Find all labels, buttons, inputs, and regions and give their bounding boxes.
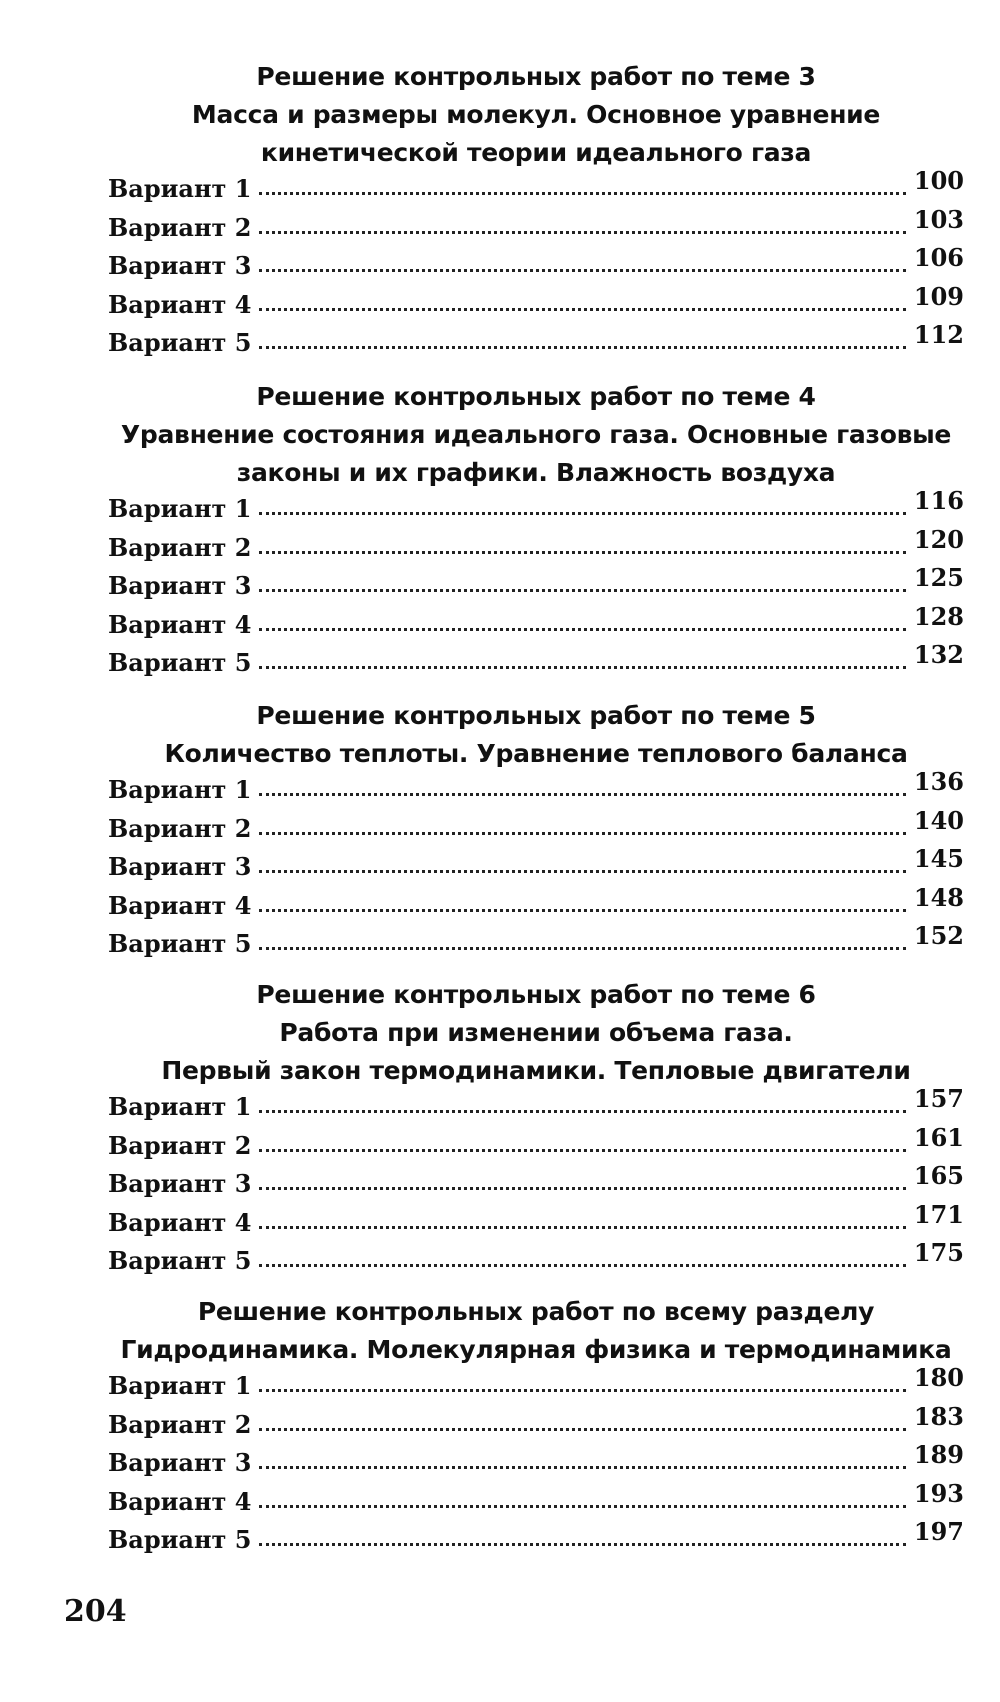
toc-entry-page: 140 (913, 805, 964, 835)
toc-entry[interactable] (108, 882, 964, 930)
toc-entry-label: Вариант 3 (108, 571, 252, 600)
dot-leader (259, 231, 905, 234)
toc-entry-page: 136 (913, 767, 964, 796)
toc-entry-label: Вариант 4 (108, 1486, 252, 1516)
toc-entry[interactable] (108, 1199, 964, 1247)
toc-entry-label: Вариант 1 (108, 1092, 252, 1121)
toc-entry-label: Вариант 4 (108, 289, 252, 319)
toc-entry-label: Вариант 2 (108, 1130, 252, 1160)
toc-entry-label: Вариант 1 (108, 174, 252, 203)
toc-entry-list (108, 166, 964, 367)
dot-leader (259, 1466, 905, 1469)
dot-leader (259, 870, 905, 873)
toc-entry-page: 128 (913, 601, 964, 631)
section-subtitle: законы и их графики. Влажность воздуха (236, 458, 836, 487)
page-number: 204 (64, 1594, 127, 1629)
toc-entry-page: 180 (913, 1363, 964, 1392)
toc-entry-page: 106 (913, 243, 964, 272)
toc-entry[interactable] (108, 563, 964, 610)
toc-entry-page: 125 (913, 563, 964, 592)
dot-leader (259, 832, 905, 835)
toc-entry[interactable] (108, 805, 964, 853)
dot-leader (259, 1110, 905, 1113)
toc-entry-label: Вариант 5 (108, 929, 252, 958)
section-title: Решение контрольных работ по всему разделу (197, 1297, 875, 1326)
toc-entry[interactable] (108, 243, 964, 290)
toc-section-theme-3 (108, 58, 964, 367)
toc-entry-label: Вариант 3 (108, 251, 252, 280)
toc-entry[interactable] (108, 281, 964, 329)
toc-entry[interactable] (108, 166, 964, 213)
dot-leader (259, 1389, 905, 1392)
toc-entry-page: 109 (913, 281, 964, 311)
toc-entry-label: Вариант 4 (108, 609, 252, 639)
dot-leader (259, 1149, 905, 1152)
toc-section-whole-chapter (108, 1293, 964, 1564)
dot-leader (259, 1264, 905, 1267)
toc-entry-page: 193 (913, 1478, 964, 1508)
toc-section-theme-5 (108, 697, 964, 968)
toc-entry-page: 100 (913, 166, 964, 195)
toc-entry-label: Вариант 2 (108, 532, 252, 562)
toc-entry[interactable] (108, 204, 964, 252)
toc-entry-list (108, 1363, 964, 1564)
toc-entry-page: 120 (913, 524, 964, 554)
dot-leader (259, 269, 905, 272)
section-subtitle: Количество теплоты. Уравнение теплового баланса (164, 739, 908, 768)
toc-entry[interactable] (108, 1440, 964, 1487)
toc-entry[interactable] (108, 921, 964, 968)
section-subtitle: Масса и размеры молекул. Основное уравнение (191, 100, 881, 129)
toc-entry-page: 103 (913, 204, 964, 234)
toc-entry[interactable] (108, 601, 964, 649)
toc-entry-page: 152 (913, 921, 964, 950)
toc-entry-page: 145 (913, 844, 964, 873)
dot-leader (259, 1226, 905, 1229)
dot-leader (259, 346, 905, 349)
toc-entry-list (108, 767, 964, 968)
toc-entry[interactable] (108, 767, 964, 814)
dot-leader (259, 666, 905, 669)
toc-entry-label: Вариант 5 (108, 1246, 252, 1275)
dot-leader (259, 192, 905, 195)
toc-entry[interactable] (108, 1238, 964, 1285)
toc-entry-page: 132 (913, 640, 964, 669)
toc-entry[interactable] (108, 524, 964, 572)
dot-leader (259, 1428, 905, 1431)
dot-leader (259, 947, 905, 950)
toc-entry-label: Вариант 5 (108, 648, 252, 677)
toc-entry-label: Вариант 1 (108, 494, 252, 523)
toc-entry[interactable] (108, 1401, 964, 1449)
dot-leader (259, 909, 905, 912)
section-subtitle: Первый закон термодинамики. Тепловые двигатели (161, 1056, 911, 1085)
toc-entry-label: Вариант 3 (108, 1448, 252, 1477)
toc-entry[interactable] (108, 640, 964, 687)
toc-entry-label: Вариант 2 (108, 813, 252, 843)
dot-leader (259, 1505, 905, 1508)
section-title: Решение контрольных работ по теме 4 (256, 382, 816, 411)
toc-entry-page: 112 (913, 320, 964, 349)
toc-entry[interactable] (108, 1122, 964, 1170)
toc-entry-label: Вариант 3 (108, 1169, 252, 1198)
section-title: Решение контрольных работ по теме 5 (256, 701, 816, 730)
toc-entry-page: 175 (913, 1238, 964, 1267)
dot-leader (259, 1187, 905, 1190)
toc-entry-label: Вариант 5 (108, 1525, 252, 1554)
toc-section-theme-4 (108, 378, 964, 687)
toc-entry[interactable] (108, 486, 964, 533)
dot-leader (259, 793, 905, 796)
section-subtitle: кинетической теории идеального газа (260, 138, 812, 167)
toc-entry[interactable] (108, 1363, 964, 1410)
section-subtitle: Гидродинамика. Молекулярная физика и термодинамика (120, 1335, 952, 1364)
toc-entry-page: 165 (913, 1161, 964, 1190)
toc-section-theme-6 (108, 976, 964, 1285)
section-title: Решение контрольных работ по теме 3 (256, 62, 816, 91)
toc-entry-label: Вариант 5 (108, 328, 252, 357)
toc-entry[interactable] (108, 1084, 964, 1131)
toc-entry-page: 183 (913, 1401, 964, 1431)
toc-entry[interactable] (108, 320, 964, 367)
toc-entry-page: 157 (913, 1084, 964, 1113)
section-subtitle: Работа при изменении объема газа. (279, 1018, 793, 1047)
toc-entry-page: 148 (913, 882, 964, 912)
toc-entry-list (108, 1084, 964, 1285)
dot-leader (259, 308, 905, 311)
toc-entry-page: 161 (913, 1122, 964, 1152)
dot-leader (259, 1543, 905, 1546)
toc-entry[interactable] (108, 844, 964, 891)
toc-entry-label: Вариант 2 (108, 1409, 252, 1439)
dot-leader (259, 589, 905, 592)
toc-entry-page: 171 (913, 1199, 964, 1229)
toc-entry-label: Вариант 1 (108, 1371, 252, 1400)
dot-leader (259, 512, 905, 515)
toc-entry[interactable] (108, 1478, 964, 1526)
toc-entry-label: Вариант 4 (108, 890, 252, 920)
toc-entry[interactable] (108, 1517, 964, 1564)
toc-entry-list (108, 486, 964, 687)
dot-leader (259, 551, 905, 554)
dot-leader (259, 628, 905, 631)
toc-entry-label: Вариант 2 (108, 212, 252, 242)
toc-entry-label: Вариант 4 (108, 1207, 252, 1237)
toc-entry-label: Вариант 1 (108, 775, 252, 804)
toc-entry-page: 189 (913, 1440, 964, 1469)
section-title: Решение контрольных работ по теме 6 (256, 980, 816, 1009)
toc-entry-page: 116 (913, 486, 964, 515)
section-subtitle: Уравнение состояния идеального газа. Основные газовые (120, 420, 952, 449)
toc-entry-page: 197 (913, 1517, 964, 1546)
toc-entry[interactable] (108, 1161, 964, 1208)
toc-entry-label: Вариант 3 (108, 852, 252, 881)
